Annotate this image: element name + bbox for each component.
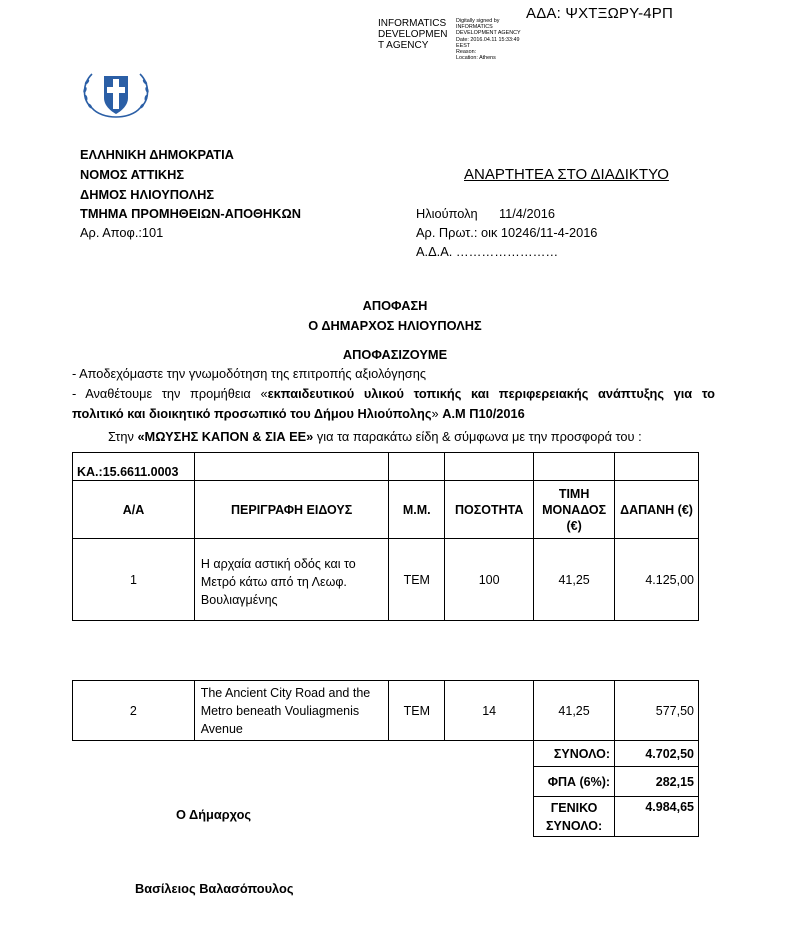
table-row bbox=[73, 453, 699, 481]
bullet-assign-continued bbox=[72, 406, 525, 421]
protocol-number: Αρ. Πρωτ.: οικ 10246/11-4-2016 bbox=[416, 225, 598, 240]
grand-total-value: 4.984,65 bbox=[615, 797, 699, 837]
row-quantity: 14 bbox=[445, 681, 534, 741]
registry-number: Α.Μ Π10/2016 bbox=[442, 406, 525, 421]
table-header-row bbox=[73, 481, 699, 539]
sum-value: 4.702,50 bbox=[615, 741, 699, 767]
table-cell bbox=[615, 453, 699, 481]
items-table-continued bbox=[72, 680, 699, 837]
signature-organization bbox=[378, 18, 458, 51]
bullet-assign-prefix: - Αναθέτουμε την προμήθεια « bbox=[72, 386, 268, 401]
decide-heading: ΑΠΟΦΑΣΙΖΟΥΜΕ bbox=[342, 347, 448, 362]
row-quantity: 100 bbox=[445, 539, 534, 621]
row-unit: ΤΕΜ bbox=[389, 539, 445, 621]
header-quantity: ΠΟΣΟΤΗΤΑ bbox=[445, 481, 534, 539]
totals-row-vat bbox=[73, 767, 699, 797]
coat-of-arms-icon bbox=[78, 68, 154, 126]
header-prefecture: ΝΟΜΟΣ ΑΤΤΙΚΗΣ bbox=[80, 167, 185, 182]
header-department: ΤΜΗΜΑ ΠΡΟΜΗΘΕΙΩΝ-ΑΠΟΘΗΚΩΝ bbox=[80, 206, 301, 221]
row-aa: 2 bbox=[73, 681, 195, 741]
mayor-name: Βασίλειος Βαλασόπουλος bbox=[135, 881, 294, 896]
grand-total-label: ΓΕΝΙΚΟ ΣΥΝΟΛΟ: bbox=[534, 797, 615, 837]
signature-org-line: T AGENCY bbox=[378, 40, 429, 51]
header-description: ΠΕΡΙΓΡΑΦΗ ΕΙΔΟΥΣ bbox=[194, 481, 388, 539]
decision-title: ΑΠΟΦΑΣΗ bbox=[362, 298, 428, 313]
table-row bbox=[73, 681, 699, 741]
ada-placeholder: Α.Δ.Α. …………………… bbox=[416, 244, 559, 259]
row-description: Η αρχαία αστική οδός και το Μετρό κάτω από τη Λεωφ. Βουλιαγμένης bbox=[194, 539, 388, 621]
decision-number: Αρ. Αποφ.:101 bbox=[80, 225, 164, 240]
vat-label: ΦΠΑ (6%): bbox=[534, 767, 615, 797]
mayor-title: Ο Δήμαρχος bbox=[176, 807, 252, 822]
row-unit-price: 41,25 bbox=[534, 539, 615, 621]
table-cell bbox=[194, 453, 388, 481]
row-description: The Ancient City Road and the Metro beneath Vouliagmenis Avenue bbox=[194, 681, 389, 741]
table-cell bbox=[73, 797, 534, 837]
ka-code: ΚΑ.:15.6611.0003 bbox=[73, 453, 195, 481]
signature-detail-line: Digitally signed by bbox=[456, 18, 500, 24]
supplier-line bbox=[108, 429, 642, 444]
table-row bbox=[73, 539, 699, 621]
vat-value: 282,15 bbox=[615, 767, 699, 797]
signature-detail-line: DEVELOPMENT AGENCY bbox=[456, 30, 521, 37]
table-cell bbox=[73, 741, 534, 767]
header-country: ΕΛΛΗΝΙΚΗ ΔΗΜΟΚΡΑΤΙΑ bbox=[80, 147, 234, 162]
sum-label: ΣΥΝΟΛΟ: bbox=[534, 741, 615, 767]
table-cell bbox=[389, 453, 445, 481]
header-municipality: ΔΗΜΟΣ ΗΛΙΟΥΠΟΛΗΣ bbox=[80, 187, 215, 202]
supplier-suffix: για τα παρακάτω είδη & σύμφωνα με την προσφορά του : bbox=[313, 429, 642, 444]
table-cell bbox=[73, 767, 534, 797]
bullet-assign-subject-cont: πολιτικό και διοικητικό προσωπικό του Δήμου Ηλιούπολης bbox=[72, 406, 432, 421]
signature-detail-line: EEST bbox=[456, 42, 471, 49]
signature-detail-line: Reason: bbox=[456, 49, 477, 56]
row-unit: ΤΕΜ bbox=[389, 681, 445, 741]
row-aa: 1 bbox=[73, 539, 195, 621]
table-cell bbox=[534, 453, 615, 481]
ada-code: ΑΔΑ: ΨΧΤΞΩΡΥ-4ΡΠ bbox=[526, 5, 674, 22]
items-table bbox=[72, 452, 699, 621]
header-unit-price: ΤΙΜΗ ΜΟΝΑΔΟΣ (€) bbox=[534, 481, 615, 539]
supplier-prefix: Στην bbox=[108, 429, 138, 444]
bullet-assign-suffix: » bbox=[431, 406, 443, 421]
supplier-name: «ΜΩΥΣΗΣ ΚΑΠΟΝ & ΣΙΑ ΕΕ» bbox=[137, 429, 314, 444]
post-online-title: ΑΝΑΡΤΗΤΕΑ ΣΤΟ ΔΙΑΔΙΚΤΥΟ bbox=[464, 166, 669, 183]
row-cost: 577,50 bbox=[615, 681, 699, 741]
place-date: Ηλιούπολη 11/4/2016 bbox=[416, 206, 555, 221]
table-cell bbox=[445, 453, 534, 481]
row-unit-price: 41,25 bbox=[534, 681, 615, 741]
bullet-accept: - Αποδεχόμαστε την γνωμοδότηση της επιτροπής αξιολόγησης bbox=[72, 366, 426, 381]
totals-row-sum bbox=[73, 741, 699, 767]
signature-detail-line: INFORMATICS bbox=[456, 24, 493, 31]
bullet-assign-subject: εκπαιδευτικού υλικού τοπικής και περιφερειακής ανάπτυξης για το bbox=[267, 386, 715, 401]
header-cost: ΔΑΠΑΝΗ (€) bbox=[615, 481, 699, 539]
signature-org-line: DEVELOPMEN bbox=[378, 29, 448, 40]
bullet-assign bbox=[72, 386, 715, 401]
signature-details bbox=[456, 18, 546, 61]
header-unit: Μ.Μ. bbox=[389, 481, 445, 539]
header-aa: Α/Α bbox=[73, 481, 195, 539]
totals-row-grand bbox=[73, 797, 699, 837]
decision-subtitle: Ο ΔΗΜΑΡΧΟΣ ΗΛΙΟΥΠΟΛΗΣ bbox=[308, 318, 482, 333]
signature-detail-line: Date: 2016.04.11 15:33:49 bbox=[456, 36, 520, 43]
signature-detail-line: Location: Athens bbox=[456, 55, 496, 62]
row-cost: 4.125,00 bbox=[615, 539, 699, 621]
signature-org-line: INFORMATICS bbox=[378, 18, 447, 29]
